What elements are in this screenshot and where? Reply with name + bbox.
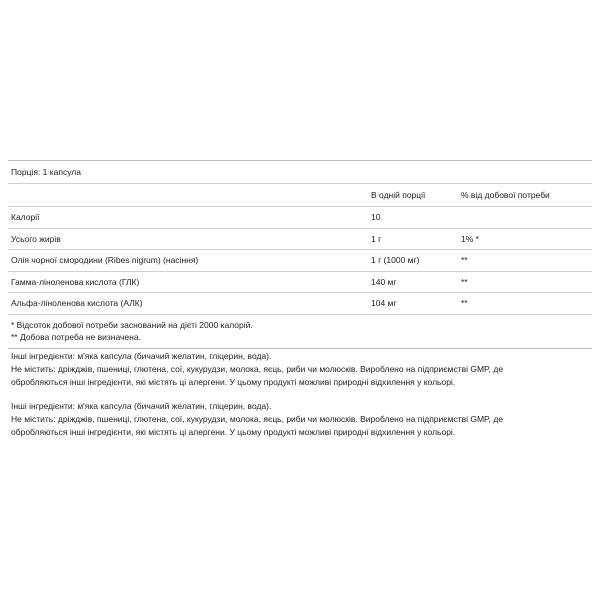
nutrient-name: Альфа-ліноленова кислота (АЛК): [11, 298, 143, 308]
nutrient-daily-value: **: [461, 298, 468, 308]
allergen-free-line: обробляються інші інгредієнти, які містять ці алергени. У цьому продукті можливі природні відхилення у кольорі.: [11, 377, 456, 388]
nutrient-name: Усього жирів: [11, 233, 61, 244]
footnote-daily-value: * Відсоток добової потреби заснований на дієті 2000 калорій.: [11, 319, 253, 330]
other-ingredients: Інші інгредієнти: м'яка капсула (бичачий желатин, гліцерин, вода).: [11, 401, 272, 411]
nutrient-amount: 10: [371, 212, 381, 222]
table-row: [8, 207, 592, 229]
nutrient-name: Калорії: [11, 212, 40, 222]
table-row: [8, 293, 592, 315]
nutrient-name: Гамма-ліноленова кислота (ГЛК): [11, 276, 140, 287]
nutrient-daily-value: **: [461, 255, 468, 265]
nutrient-amount: 1 г: [371, 233, 382, 244]
nutrient-daily-value: 1% *: [461, 233, 479, 244]
nutrient-amount: 1 г (1000 мг): [371, 255, 420, 265]
nutrient-name: Олія чорної смородини (Ribes nigrum) (насіння): [11, 255, 199, 265]
ingredients-block: [11, 400, 591, 440]
supplement-facts-table: [8, 160, 592, 349]
nutrient-amount: 104 мг: [371, 298, 397, 308]
other-ingredients: Інші інгредієнти: м'яка капсула (бичачий желатин, гліцерин, вода).: [11, 351, 272, 361]
per-serving-header: В одній порції: [371, 190, 426, 200]
ingredients-block: [11, 350, 591, 390]
table-header-row: [8, 184, 592, 207]
serving-size: Порція: 1 капсула: [8, 161, 592, 184]
allergen-free-line: обробляються інші інгредієнти, які містять ці алергени. У цьому продукті можливі природні відхилення у кольорі.: [11, 427, 456, 438]
allergen-free-line: Не містить: дріжджів, пшениці, глютена, сої, кукурудзи, молока, яєць, риби чи молюсків. Вироблено на підприємстві GMP, де: [11, 364, 504, 375]
allergen-free-line: Не містить: дріжджів, пшениці, глютена, сої, кукурудзи, молока, яєць, риби чи молюсків. Вироблено на підприємстві GMP, де: [11, 414, 504, 425]
daily-value-header: % від добової потреби: [461, 190, 550, 200]
nutrient-amount: 140 мг: [371, 276, 397, 287]
table-row: [8, 272, 592, 294]
footnote-not-established: ** Добова потреба не визначена.: [11, 332, 141, 342]
nutrient-daily-value: **: [461, 276, 468, 287]
table-row: [8, 250, 592, 272]
footnotes: [8, 315, 592, 349]
table-row: [8, 229, 592, 251]
